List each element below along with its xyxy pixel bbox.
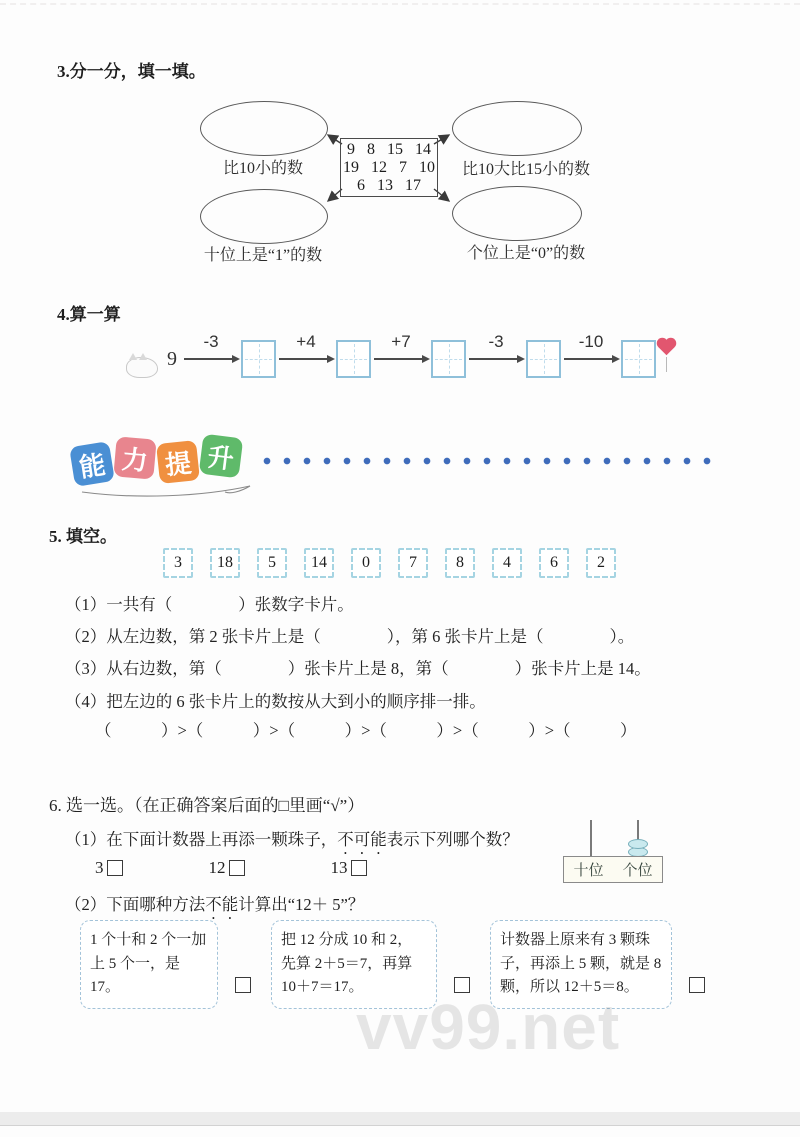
q3-label-bottom-left: 十位上是“1”的数 [203, 247, 323, 264]
q4-answer-box-4[interactable] [526, 340, 561, 378]
q5-item-4: （4）把左边的 6 张卡片上的数按从大到小的顺序排一排。 [65, 692, 486, 711]
checkbox[interactable] [229, 860, 245, 876]
watermark: vv99.net [356, 991, 621, 1063]
q4-answer-box-2[interactable] [336, 340, 371, 378]
q3-number-row: 9 8 15 14 [347, 140, 431, 158]
number-card: 6 [539, 548, 569, 578]
q6-option-label: 13 [330, 858, 348, 877]
cat-icon [126, 357, 158, 378]
arrow-right-icon [184, 332, 238, 360]
number-card: 0 [351, 548, 381, 578]
number-card: 18 [210, 548, 240, 578]
banner-tile [156, 440, 200, 484]
q4-operation: -3 [203, 332, 219, 352]
q3-label-top-right: 比10大比15小的数 [461, 161, 590, 178]
q3-oval-bottom-right[interactable] [452, 186, 582, 241]
method-box-1: 1 个十和 2 个一加上 5 个一，是 17。 [80, 920, 218, 1009]
bead [628, 839, 648, 849]
q3-sorting-diagram [140, 92, 700, 264]
banner-tile [113, 436, 156, 479]
dotted-divider [255, 455, 713, 465]
page-break-strip [0, 1112, 800, 1126]
number-card: 4 [492, 548, 522, 578]
q6-part2-text: 计算出“12＋ 5”？ [238, 895, 365, 914]
q6-part2-question [65, 891, 364, 923]
page-top-perforation [0, 3, 800, 5]
arrow-right-icon [564, 332, 618, 360]
q6-option-3 [95, 858, 123, 878]
q3-oval-top-left[interactable] [200, 101, 328, 156]
banner-tile-char: 升 [206, 441, 236, 474]
q6-part2-emphasis: 不能 [205, 895, 239, 914]
q5-ordering-blanks[interactable]: （ ）>（ ）>（ ）>（ ）>（ ）>（ ） [95, 721, 637, 740]
banner-tile-char: 力 [120, 443, 150, 476]
tens-rod [590, 820, 592, 856]
q3-number-box [340, 138, 438, 197]
q6-option-row [95, 858, 367, 878]
ones-label: 个位 [622, 863, 653, 879]
number-card: 5 [257, 548, 287, 578]
checkbox[interactable] [689, 977, 705, 993]
q6-title: 6. 选一选。（在正确答案后面的□里画“√”） [49, 796, 365, 815]
checkbox[interactable] [107, 860, 123, 876]
q6-part1-emphasis: 不可能 [337, 830, 387, 849]
number-card: 14 [304, 548, 334, 578]
q4-operation: +4 [296, 332, 316, 352]
q6-option-13 [331, 858, 367, 878]
heart-balloon-icon [661, 342, 672, 372]
banner-tile [69, 441, 115, 487]
q4-answer-box-5[interactable] [621, 340, 656, 378]
number-card: 8 [445, 548, 475, 578]
q4-operation: +7 [391, 332, 411, 352]
banner-tile [199, 434, 244, 479]
number-card: 7 [398, 548, 428, 578]
method-box-3: 计数器上原来有 3 颗珠子，再添上 5 颗，就是 8 颗，所以 12＋5＝8。 [490, 920, 672, 1009]
arrow-right-icon [279, 332, 333, 360]
tens-label: 十位 [573, 863, 604, 879]
q3-label-top-left: 比10小的数 [222, 160, 303, 177]
q6-part2-text: （2）下面哪种方法 [65, 895, 206, 914]
q3-oval-bottom-left[interactable] [200, 189, 328, 244]
q5-item-2: （2）从左边数，第 2 张卡片上是（ ），第 6 张卡片上是（ ）。 [65, 627, 635, 646]
checkbox[interactable] [235, 977, 251, 993]
q6-option-label: 12 [208, 858, 226, 877]
counter-base [563, 856, 663, 883]
q3-number-row: 19 12 7 10 [343, 158, 435, 176]
q4-title: 4.算一算 [57, 305, 121, 324]
checkbox[interactable] [351, 860, 367, 876]
counting-device [563, 820, 663, 882]
q6-part1-text: （1）在下面计数器上再添一颗珠子， [65, 830, 338, 849]
q3-label-bottom-right: 个位上是“0”的数 [466, 245, 586, 262]
arrow-right-icon [469, 332, 523, 360]
q4-answer-box-1[interactable] [241, 340, 276, 378]
method-box-2: 把 12 分成 10 和 2，先算 2＋5＝7，再算 10＋7＝17。 [271, 920, 437, 1009]
q3-title: 3.分一分，填一填。 [57, 62, 206, 81]
q5-item-1: （1）一共有（ ）张数字卡片。 [65, 595, 354, 614]
q6-part1-text: 表示下列哪个数？ [386, 830, 519, 849]
q3-number-row: 6 13 17 [357, 176, 421, 194]
arrow-right-icon [374, 332, 428, 360]
banner-underline-swoosh [80, 482, 265, 500]
banner-tile-char: 提 [163, 447, 193, 480]
q4-operation: -10 [578, 332, 604, 352]
q5-item-3: （3）从右边数，第（ ）张卡片上是 8，第（ ）张卡片上是 14。 [65, 659, 651, 678]
q4-operation: -3 [488, 332, 504, 352]
q4-calculation-chain [126, 332, 672, 382]
q4-answer-box-3[interactable] [431, 340, 466, 378]
q6-option-12 [209, 858, 245, 878]
number-card: 2 [586, 548, 616, 578]
q3-oval-top-right[interactable] [452, 101, 582, 156]
banner-tile-char: 能 [77, 448, 108, 483]
q5-number-cards [163, 548, 616, 578]
number-card: 3 [163, 548, 193, 578]
q6-option-label: 3 [95, 858, 104, 877]
q4-start-number: 9 [167, 347, 177, 370]
q6-part1-question [65, 826, 519, 858]
q5-title: 5. 填空。 [49, 527, 117, 546]
